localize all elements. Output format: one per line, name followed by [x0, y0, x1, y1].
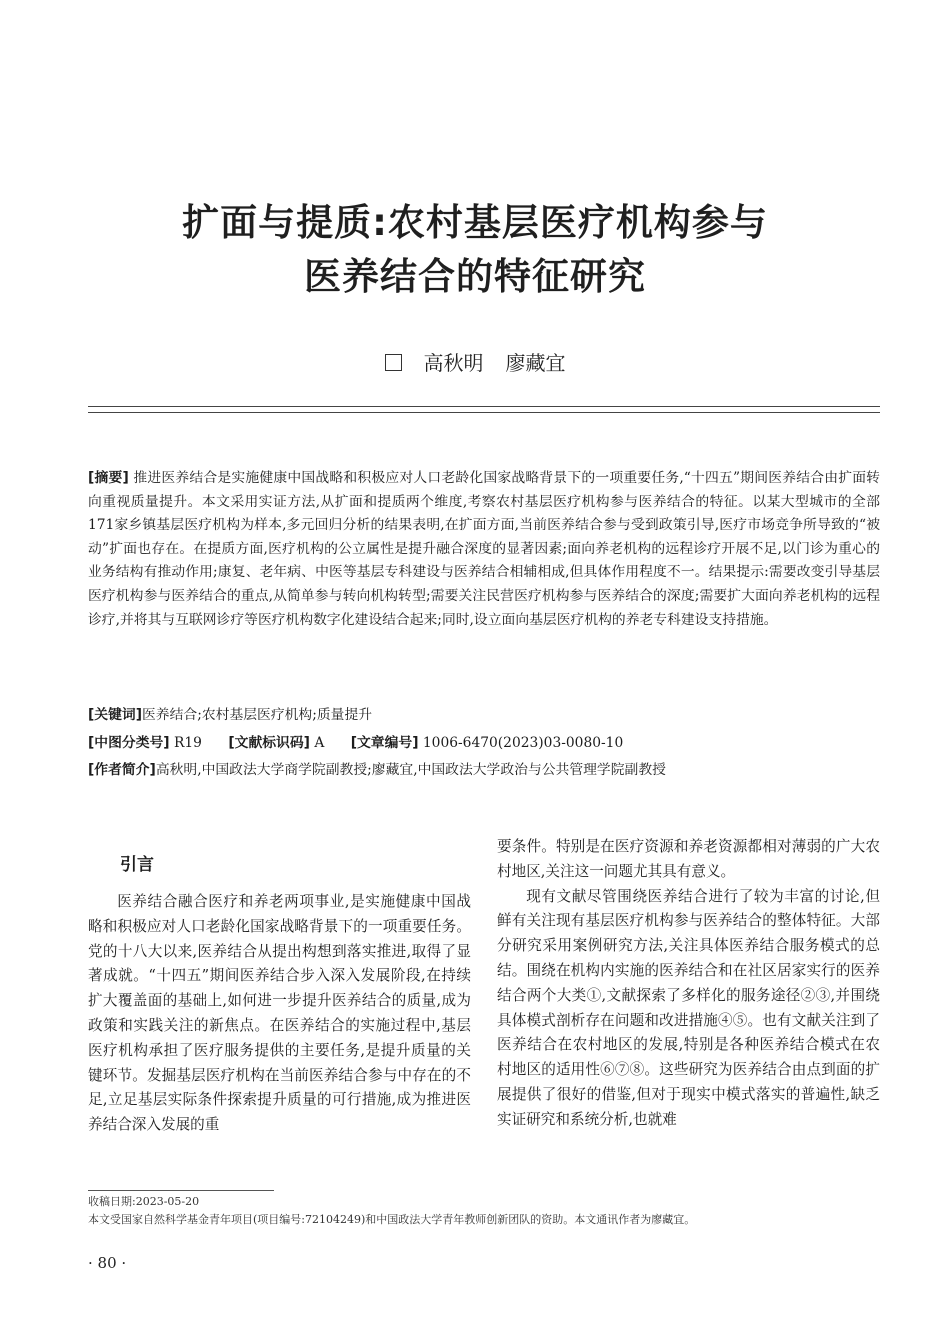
square-icon: [385, 354, 402, 371]
title-line-1: 扩面与提质:农村基层医疗机构参与: [182, 201, 768, 244]
paragraph: 现有文献尽管围绕医养结合进行了较为丰富的讨论,但鲜有关注现有基层医疗机构参与医养结合的整体特征。大部分研究采用案例研究方法,关注具体医养结合服务模式的总结。围绕在机构内实施的医养结合和在社区居家实行的医养结合两个大类①,文献探索了多样化的服务途径②③,并围绕具体模式剖析存在问题和改进措施④⑤。也有文献关注到了医养结合在农村地区的发展,特别是各种医养结合模式在农村地区的适用性⑥⑦⑧。这些研究为医养结合由点到面的扩展提供了很好的借鉴,但对于现实中模式落实的普遍性,缺乏实证研究和系统分析,也就难: [497, 887, 880, 1128]
classification-line: [88, 732, 880, 754]
clc-label: [中图分类号]: [88, 735, 170, 751]
author-intro: [88, 759, 880, 781]
abstract-text: 推进医养结合是实施健康中国战略和积极应对人口老龄化国家战略背景下的一项重要任务,“十四五”期间医养结合由扩面转向重视质量提升。本文采用实证方法,从扩面和提质两个维度,考察农村基层医疗机构参与医养结合的特征。以某大型城市的全部171家乡镇基层医疗机构为样本,多元回归分析的结果表明,在扩面方面,当前医养结合参与受到政策引导,医疗市场竞争所导致的“被动”扩面也存在。在提质方面,医疗机构的公立属性是提升融合深度的显著因素;面向养老机构的远程诊疗开展不足,以门诊为重心的业务结构有推动作用;康复、老年病、中医等基层专科建设与医养结合相辅相成,但具体作用程度不一。结果提示:需要改变引导基层医疗机构参与医养结合的重点,从简单参与转向机构转型;需要关注民营医疗机构参与医养结合的深度;需要扩大面向养老机构的远程诊疗,并将其与互联网诊疗等医疗机构数字化建设结合起来;同时,设立面向基层医疗机构的养老专科建设支持措施。: [88, 470, 880, 628]
article-number-value: 1006-6470(2023)03-0080-10: [422, 735, 624, 751]
funding-note: 本文受国家自然科学基金青年项目(项目编号:72104249)和中国政法大学青年教师创新团队的资助。本文通讯作者为廖藏宜。: [88, 1213, 696, 1226]
page-number: · 80 ·: [88, 1254, 127, 1272]
abstract: [88, 467, 880, 632]
article-number-label: [文章编号]: [350, 735, 419, 751]
right-column: [497, 835, 880, 1133]
author-1: 高秋明: [423, 351, 484, 375]
author-2: 廖藏宜: [505, 351, 566, 375]
divider-top: [88, 406, 880, 407]
doc-code-value: A: [314, 735, 325, 751]
article-title: [0, 196, 950, 304]
author-intro-label: [作者简介]: [88, 762, 156, 778]
paragraph: 要条件。特别是在医疗资源和养老资源都相对薄弱的广大农村地区,关注这一问题尤其具有意义。: [497, 838, 880, 880]
keywords: [88, 704, 880, 726]
keywords-text: 医养结合;农村基层医疗机构;质量提升: [142, 707, 373, 723]
abstract-label: [摘要]: [88, 470, 129, 486]
divider-bottom: [88, 412, 880, 413]
author-line: [0, 349, 950, 377]
title-line-2: 医养结合的特征研究: [304, 255, 646, 298]
received-date: 收稿日期:2023-05-20: [88, 1195, 200, 1208]
paragraph: 医养结合融合医疗和养老两项事业,是实施健康中国战略和积极应对人口老龄化国家战略背景下的一项重要任务。党的十八大以来,医养结合从提出构想到落实推进,取得了显著成就。“十四五”期间医养结合步入深入发展阶段,在持续扩大覆盖面的基础上,如何进一步提升医养结合的质量,成为政策和实践关注的新焦点。在医养结合的实施过程中,基层医疗机构承担了医疗服务提供的主要任务,是提升质量的关键环节。发掘基层医疗机构在当前医养结合参与中存在的不足,立足基层实际条件探索提升质量的可行措施,成为推进医养结合深入发展的重: [88, 893, 471, 1134]
doc-code-label: [文献标识码]: [228, 735, 310, 751]
footnote-divider: [88, 1190, 274, 1191]
section-heading: 引言: [120, 855, 154, 875]
author-intro-text: 高秋明,中国政法大学商学院副教授;廖藏宜,中国政法大学政治与公共管理学院副教授: [155, 762, 666, 778]
clc-value: R19: [174, 735, 202, 751]
left-column: [88, 890, 471, 1138]
keywords-label: [关键词]: [88, 707, 143, 723]
